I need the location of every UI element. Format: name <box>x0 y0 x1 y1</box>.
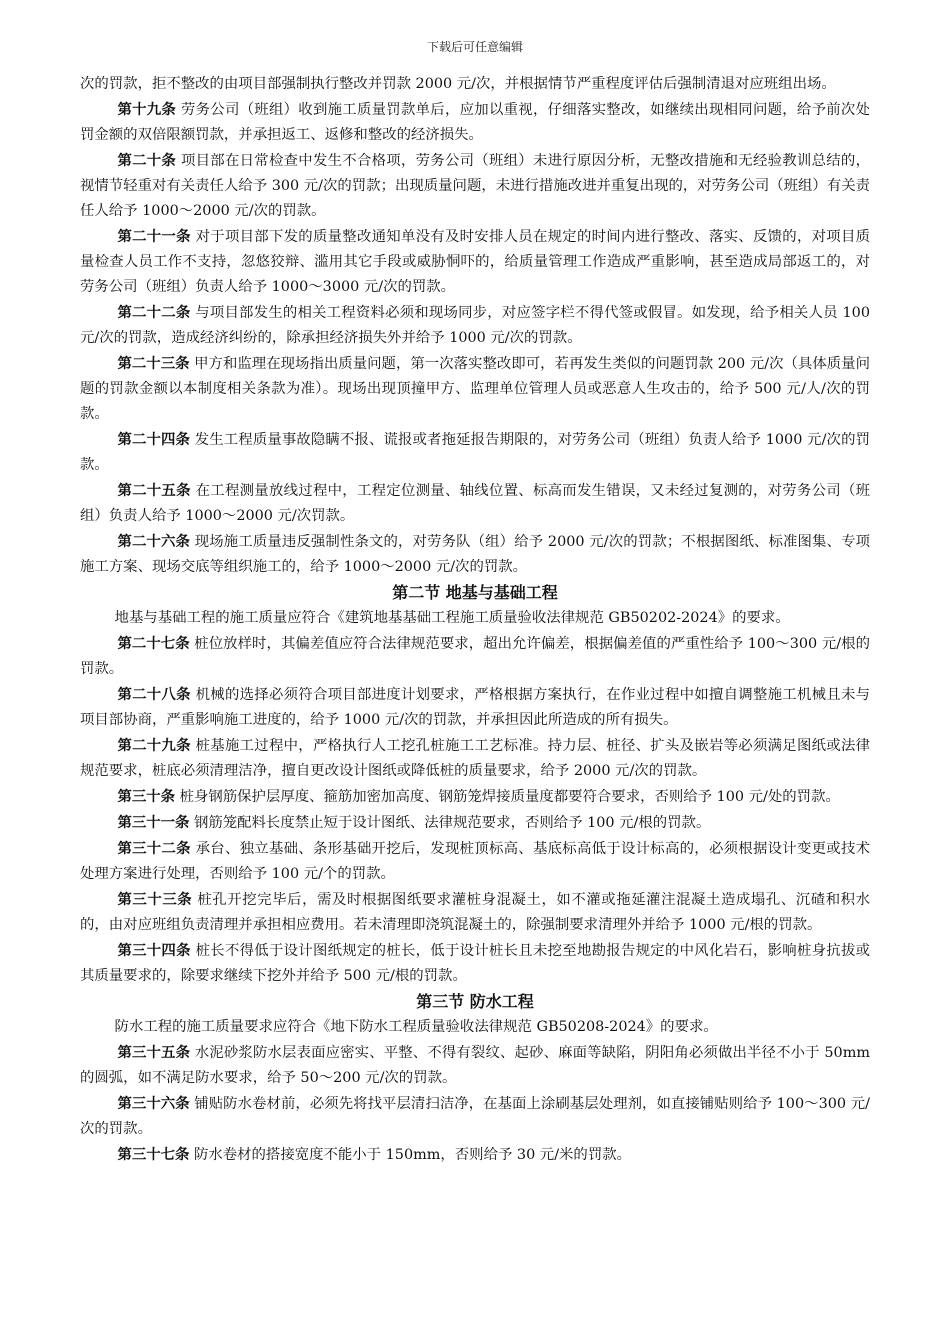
article-text: 桩孔开挖完毕后，需及时根据图纸要求灌桩身混凝土，如不灌或拖延灌注混凝土造成塌孔、沉碴和积水的，由对应班组负责清理并承担相应费用。若未清理即浇筑混凝土的，除强制要求清理外并给予 1000 元/根的罚款。 <box>80 892 870 933</box>
article-number: 第三十条 <box>117 788 176 805</box>
section-heading: 第二节 地基与基础工程 <box>392 583 558 602</box>
paragraph-continuation <box>80 72 870 97</box>
article-32 <box>80 836 870 887</box>
article-text: 桩位放样时，其偏差值应符合法律规范要求，超出允许偏差，根据偏差值的严重性给予 100～300 元/根的罚款。 <box>80 636 870 677</box>
article-number: 第二十条 <box>117 152 177 169</box>
article-text: 承台、独立基础、条形基础开挖后，发现桩顶标高、基底标高低于设计标高的，必须根据设计变更或技术处理方案进行处理，否则给予 100 元/个的罚款。 <box>80 841 870 882</box>
article-number: 第三十四条 <box>117 942 191 959</box>
article-21 <box>80 224 870 300</box>
article-text: 对于项目部下发的质量整改通知单没有及时安排人员在规定的时间内进行整改、落实、反馈的，对项目质量检查人员工作不支持，忽悠狡辩、滥用其它手段或威胁恫吓的，给质量管理工作造成严重影响，甚至造成局部返工的，对劳务公司（班组）负责人给予 1000～3000 元/次的罚款。 <box>80 229 870 295</box>
article-text: 铺贴防水卷材前，必须先将找平层清扫洁净，在基面上涂刷基层处理剂，如直接铺贴则给予 100～300 元/次的罚款。 <box>80 1096 870 1137</box>
article-number: 第二十一条 <box>117 228 191 245</box>
article-text: 与项目部发生的相关工程资料必须和现场同步，对应签字栏不得代签或假冒。如发现，给予相关人员 100 元/次的罚款，造成经济纠纷的，除承担经济损失外并给予 1000 元/次的罚款。 <box>80 305 870 346</box>
article-text: 桩身钢筋保护层厚度、箍筋加密加高度、钢筋笼焊接质量度都要符合要求，否则给予 100 元/处的罚款。 <box>175 789 840 805</box>
section-intro: 防水工程的施工质量要求应符合《地下防水工程质量验收法律规范 GB50208-2024》的要求。 <box>114 1019 718 1035</box>
article-text: 次的罚款，拒不整改的由项目部强制执行整改并罚款 2000 元/次，并根据情节严重程度评估后强制清退对应班组出场。 <box>80 76 836 92</box>
article-27 <box>80 631 870 682</box>
article-number: 第二十九条 <box>117 737 191 754</box>
article-33 <box>80 887 870 938</box>
article-text: 水泥砂浆防水层表面应密实、平整、不得有裂纹、起砂、麻面等缺陷，阴阳角必须做出半径不小于 50mm 的圆弧，如不满足防水要求，给予 50～200 元/次的罚款。 <box>80 1045 870 1086</box>
article-number: 第二十七条 <box>117 635 190 652</box>
article-text: 机械的选择必须符合项目部进度计划要求，严格根据方案执行，在作业过程中如擅自调整施工机械且未与项目部协商，严重影响施工进度的，给予 1000 元/次的罚款，并承担因此所造成的所有损失。 <box>80 687 870 728</box>
article-number: 第二十八条 <box>117 686 191 703</box>
article-31 <box>80 810 870 836</box>
article-26 <box>80 529 870 580</box>
article-text: 现场施工质量违反强制性条文的，对劳务队（组）给予 2000 元/次的罚款；不根据图纸、标准图集、专项施工方案、现场交底等组织施工的，给予 1000～2000 元/次的罚款。 <box>80 534 870 575</box>
article-text: 桩长不得低于设计图纸规定的桩长，低于设计桩长且未挖至地勘报告规定的中风化岩石，影响桩身抗拔或其质量要求的，除要求继续下挖外并给予 500 元/根的罚款。 <box>80 943 870 984</box>
article-text: 钢筋笼配料长度禁止短于设计图纸、法律规范要求，否则给予 100 元/根的罚款。 <box>189 815 711 831</box>
article-34 <box>80 938 870 989</box>
article-36 <box>80 1091 870 1142</box>
article-number: 第二十四条 <box>117 431 191 448</box>
article-23 <box>80 351 870 427</box>
article-number: 第三十一条 <box>117 814 190 831</box>
article-text: 桩基施工过程中，严格执行人工挖孔桩施工工艺标准。持力层、桩径、扩头及嵌岩等必须满足图纸或法律规范要求，桩底必须清理洁净，擅自更改设计图纸或降低桩的质量要求，给予 2000 元/次的罚款。 <box>80 738 870 779</box>
article-text: 在工程测量放线过程中，工程定位测量、轴线位置、标高而发生错误，又未经过复测的，对劳务公司（班组）负责人给予 1000～2000 元/次罚款。 <box>80 483 870 524</box>
section-heading: 第三节 防水工程 <box>416 992 534 1011</box>
article-24 <box>80 427 870 478</box>
article-number: 第三十六条 <box>117 1095 190 1112</box>
article-30 <box>80 784 870 810</box>
article-25 <box>80 478 870 529</box>
article-19 <box>80 97 870 148</box>
article-28 <box>80 682 870 733</box>
article-35 <box>80 1040 870 1091</box>
article-number: 第二十五条 <box>117 482 191 499</box>
article-number: 第三十七条 <box>117 1146 190 1163</box>
article-number: 第二十三条 <box>117 355 190 372</box>
article-number: 第二十六条 <box>117 533 191 550</box>
article-29 <box>80 733 870 784</box>
article-text: 甲方和监理在现场指出质量问题，第一次落实整改即可，若再发生类似的问题罚款 200 元/次（具体质量问题的罚款金额以本制度相关条款为准）。现场出现顶撞甲方、监理单位管理人员或恶意人生攻击的，给予 500 元/人/次的罚款。 <box>80 356 870 422</box>
article-text: 项目部在日常检查中发生不合格项，劳务公司（班组）未进行原因分析，无整改措施和无经验教训总结的，视情节轻重对有关责任人给予 300 元/次的罚款；出现质量问题，未进行措施改进并重复出现的，对劳务公司（班组）有关责任人给予 1000～2000 元/次的罚款。 <box>80 153 870 219</box>
article-20 <box>80 148 870 224</box>
article-number: 第十九条 <box>117 101 177 118</box>
article-text: 防水卷材的搭接宽度不能小于 150mm，否则给予 30 元/米的罚款。 <box>189 1147 631 1163</box>
article-number: 第二十二条 <box>117 304 191 321</box>
article-37 <box>80 1142 870 1168</box>
document-body <box>80 72 870 1168</box>
article-22 <box>80 300 870 351</box>
article-number: 第三十五条 <box>117 1044 191 1061</box>
article-text: 发生工程质量事故隐瞒不报、谎报或者拖延报告期限的，对劳务公司（班组）负责人给予 1000 元/次的罚款。 <box>80 432 870 473</box>
section-intro: 地基与基础工程的施工质量应符合《建筑地基基础工程施工质量验收法律规范 GB50202-2024》的要求。 <box>114 610 790 626</box>
article-number: 第三十二条 <box>117 840 191 857</box>
article-number: 第三十三条 <box>117 891 193 908</box>
article-text: 劳务公司（班组）收到施工质量罚款单后，应加以重视，仔细落实整改，如继续出现相同问题，给予前次处罚金额的双倍限额罚款，并承担返工、返修和整改的经济损失。 <box>80 102 870 143</box>
page-header: 下载后可任意编辑 <box>426 40 523 54</box>
